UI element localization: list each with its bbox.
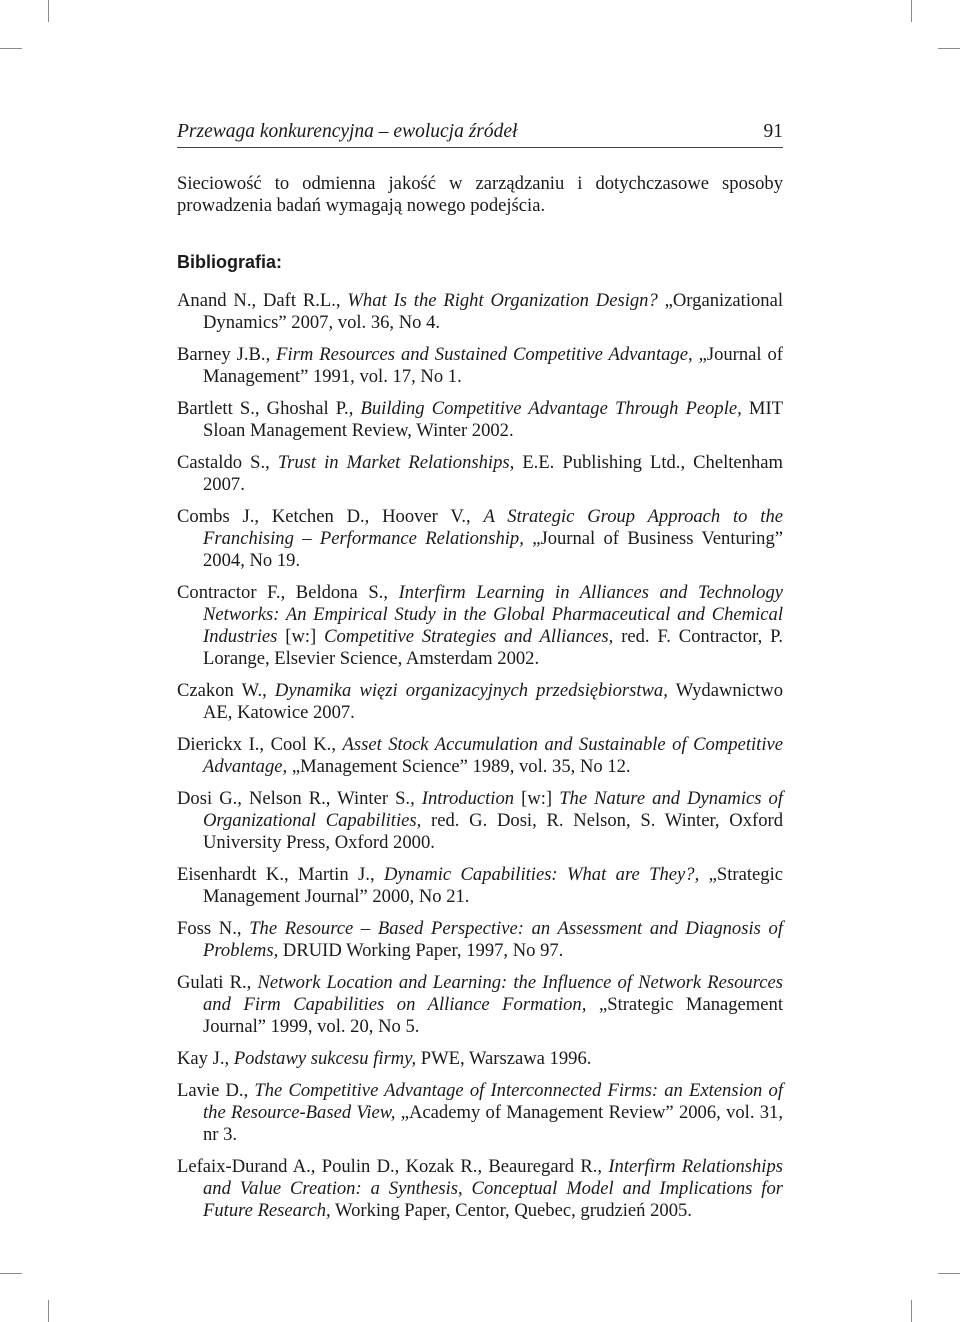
bibliography-list — [177, 290, 783, 1232]
entry-title: Asset Stock Accumulation and Sustainable of Competitive Advantage, — [203, 733, 784, 778]
entry-authors: Kay J. — [177, 1047, 225, 1069]
entry-title: The Resource – Based Perspective: an Assessment and Diagnosis of Problems, — [203, 917, 783, 962]
entry-source: „Journal of Business Venturing” 2004, No 19. — [203, 527, 784, 572]
entry-source: red. F. Contractor, P. Lorange, Elsevier Science, Amsterdam 2002. — [203, 626, 784, 670]
entry-title: Interfirm Learning in Alliances and Technology Networks: An Empirical Study in the Global Pharmaceutical and Chemical Industries — [203, 581, 784, 648]
running-title: Przewaga konkurencyjna – ewolucja źródeł — [177, 121, 518, 142]
entry-title: Dynamika więzi organizacyjnych przedsiębiorstwa, — [274, 680, 668, 702]
intro-paragraph: Sieciowość to odmienna jakość w zarządzaniu i dotychczasowe sposoby prowadzenia badań wymagają nowego podejścia. — [177, 173, 783, 217]
entry-source: „Management Science” 1989, vol. 35, No 12. — [291, 756, 631, 778]
entry-title: Network Location and Learning: the Influence of Network Resources and Firm Capabilities on Alliance Formation, — [203, 971, 783, 1015]
entry-title: Trust in Market Relationships, — [277, 451, 515, 473]
entry-source: „Journal of Management” 1991, vol. 17, No 1. — [203, 343, 783, 388]
entry-source: Wydawnictwo AE, Katowice 2007. — [203, 680, 784, 724]
entry-source: PWE, Warszawa 1996. — [420, 1047, 592, 1069]
entry-source: „Strategic Management Journal” 2000, No 21. — [203, 863, 784, 908]
entry-authors: Bartlett S., Ghoshal P. — [177, 397, 349, 419]
bibliography-entry: Foss N., The Resource – Based Perspective: an Assessment and Diagnosis of Problems, DRUID Working Paper, 1997, No 97. — [177, 917, 783, 962]
bibliography-entry: Eisenhardt K., Martin J., Dynamic Capabilities: What are They?, „Strategic Management Journal” 2000, No 21. — [177, 863, 784, 908]
entry-title: Firm Resources and Sustained Competitive Advantage, — [276, 343, 693, 365]
entry-title: Interfirm Relationships and Value Creation: a Synthesis, Conceptual Model and Implications for Future Research, — [203, 1155, 783, 1222]
entry-title: Podstawy sukcesu firmy, — [233, 1047, 417, 1069]
bibliography-entry: Bartlett S., Ghoshal P., Building Competitive Advantage Through People, MIT Sloan Management Review, Winter 2002. — [177, 397, 784, 442]
entry-authors: Foss N. — [177, 917, 237, 939]
bibliography-entry: Lavie D., The Competitive Advantage of Interconnected Firms: an Extension of the Resource-Based View, „Academy of Management Review” 2006, vol. 31, nr 3. — [177, 1079, 783, 1145]
entry-authors: Eisenhardt K., Martin J. — [177, 863, 370, 885]
entry-in: [w:] — [521, 787, 553, 809]
crop-mark — [938, 48, 960, 49]
entry-authors: Czakon W. — [177, 680, 263, 702]
crop-mark — [938, 1273, 960, 1274]
entry-title: What Is the Right Organization Design? — [347, 290, 658, 311]
entry-authors: Dierickx I., Cool K. — [177, 733, 332, 755]
bibliography-entry: Contractor F., Beldona S., Interfirm Learning in Alliances and Technology Networks: An Empirical Study in the Global Pharmaceutical and Chemical Industries [w:] Competitive Strategies and Alliances, red. F. Contractor, P. Lorange, Elsevier Science, Amsterdam 2002. — [177, 581, 784, 670]
entry-authors: Castaldo S. — [177, 451, 266, 473]
entry-authors: Anand N., Daft R.L. — [177, 290, 336, 311]
entry-title: Dynamic Capabilities: What are They?, — [384, 863, 700, 885]
entry-authors: Barney J.B. — [177, 343, 266, 365]
entry-authors: Lefaix-Durand A., Poulin D., Kozak R., Beauregard R. — [177, 1155, 598, 1177]
entry-authors: Lavie D. — [177, 1079, 244, 1101]
crop-mark — [911, 1300, 912, 1322]
entry-source: E.E. Publishing Ltd., Cheltenham 2007. — [203, 451, 783, 495]
entry-source: red. G. Dosi, R. Nelson, S. Winter, Oxford University Press, Oxford 2000. — [203, 810, 784, 854]
entry-source: „Organizational Dynamics” 2007, vol. 36, No 4. — [203, 290, 784, 334]
bibliography-entry: Combs J., Ketchen D., Hoover V., A Strategic Group Approach to the Franchising – Performance Relationship, „Journal of Business Venturing” 2004, No 19. — [177, 505, 784, 572]
entry-book-title: The Nature and Dynamics of Organizational Capabilities, — [203, 787, 783, 832]
bibliography-entry: Gulati R., Network Location and Learning: the Influence of Network Resources and Firm Capabilities on Alliance Formation, „Strategic Management Journal” 1999, vol. 20, No 5. — [177, 971, 783, 1038]
entry-authors: Combs J., Ketchen D., Hoover V. — [177, 505, 467, 527]
crop-mark — [911, 0, 912, 22]
entry-source: Working Paper, Centor, Quebec, grudzień 2005. — [335, 1200, 692, 1222]
bibliography-entry: Anand N., Daft R.L., What Is the Right Organization Design? „Organizational Dynamics” 2007, vol. 36, No 4. — [177, 290, 784, 334]
entry-title: A Strategic Group Approach to the Franchising – Performance Relationship, — [203, 505, 783, 549]
bibliography-entry: Czakon W., Dynamika więzi organizacyjnych przedsiębiorstwa, Wydawnictwo AE, Katowice 2007. — [177, 680, 784, 724]
crop-mark — [0, 1273, 22, 1274]
bibliography-entry: Barney J.B., Firm Resources and Sustained Competitive Advantage, „Journal of Management” 1991, vol. 17, No 1. — [177, 343, 783, 388]
entry-authors: Gulati R. — [177, 971, 247, 993]
crop-mark — [0, 48, 22, 49]
entry-authors: Dosi G., Nelson R., Winter S. — [177, 787, 411, 809]
crop-mark — [48, 1300, 49, 1322]
page-header — [177, 119, 783, 148]
entry-authors: Contractor F., Beldona S. — [177, 581, 384, 603]
crop-mark — [48, 0, 49, 22]
entry-source: „Academy of Management Review” 2006, vol. 31, nr 3. — [203, 1101, 783, 1145]
bibliography-entry: Dierickx I., Cool K., Asset Stock Accumulation and Sustainable of Competitive Advantage, „Management Science” 1989, vol. 35, No 12. — [177, 733, 784, 778]
bibliography-entry: Lefaix-Durand A., Poulin D., Kozak R., Beauregard R., Interfirm Relationships and Value Creation: a Synthesis, Conceptual Model and Implications for Future Research, Working Paper, Centor, Quebec, grudzień 2005. — [177, 1155, 783, 1222]
entry-book-title: Competitive Strategies and Alliances, — [324, 626, 614, 648]
entry-source: MIT Sloan Management Review, Winter 2002. — [203, 397, 784, 442]
bibliography-entry: Kay J., Podstawy sukcesu firmy, PWE, Warszawa 1996. — [177, 1047, 592, 1069]
page-number: 91 — [763, 121, 783, 142]
entry-in: [w:] — [285, 626, 317, 648]
bibliography-entry: Castaldo S., Trust in Market Relationships, E.E. Publishing Ltd., Cheltenham 2007. — [177, 451, 783, 495]
entry-title: Building Competitive Advantage Through People, — [360, 397, 742, 419]
bibliography-heading: Bibliografia: — [177, 252, 283, 272]
entry-source: „Strategic Management Journal” 1999, vol. 20, No 5. — [203, 993, 783, 1038]
bibliography-entry: Dosi G., Nelson R., Winter S., Introduction [w:] The Nature and Dynamics of Organizational Capabilities, red. G. Dosi, R. Nelson, S. Winter, Oxford University Press, Oxford 2000. — [177, 787, 784, 854]
entry-title: Introduction — [421, 787, 515, 809]
entry-title: The Competitive Advantage of Interconnected Firms: an Extension of the Resource-Based View, — [203, 1079, 783, 1123]
entry-source: DRUID Working Paper, 1997, No 97. — [282, 940, 564, 962]
